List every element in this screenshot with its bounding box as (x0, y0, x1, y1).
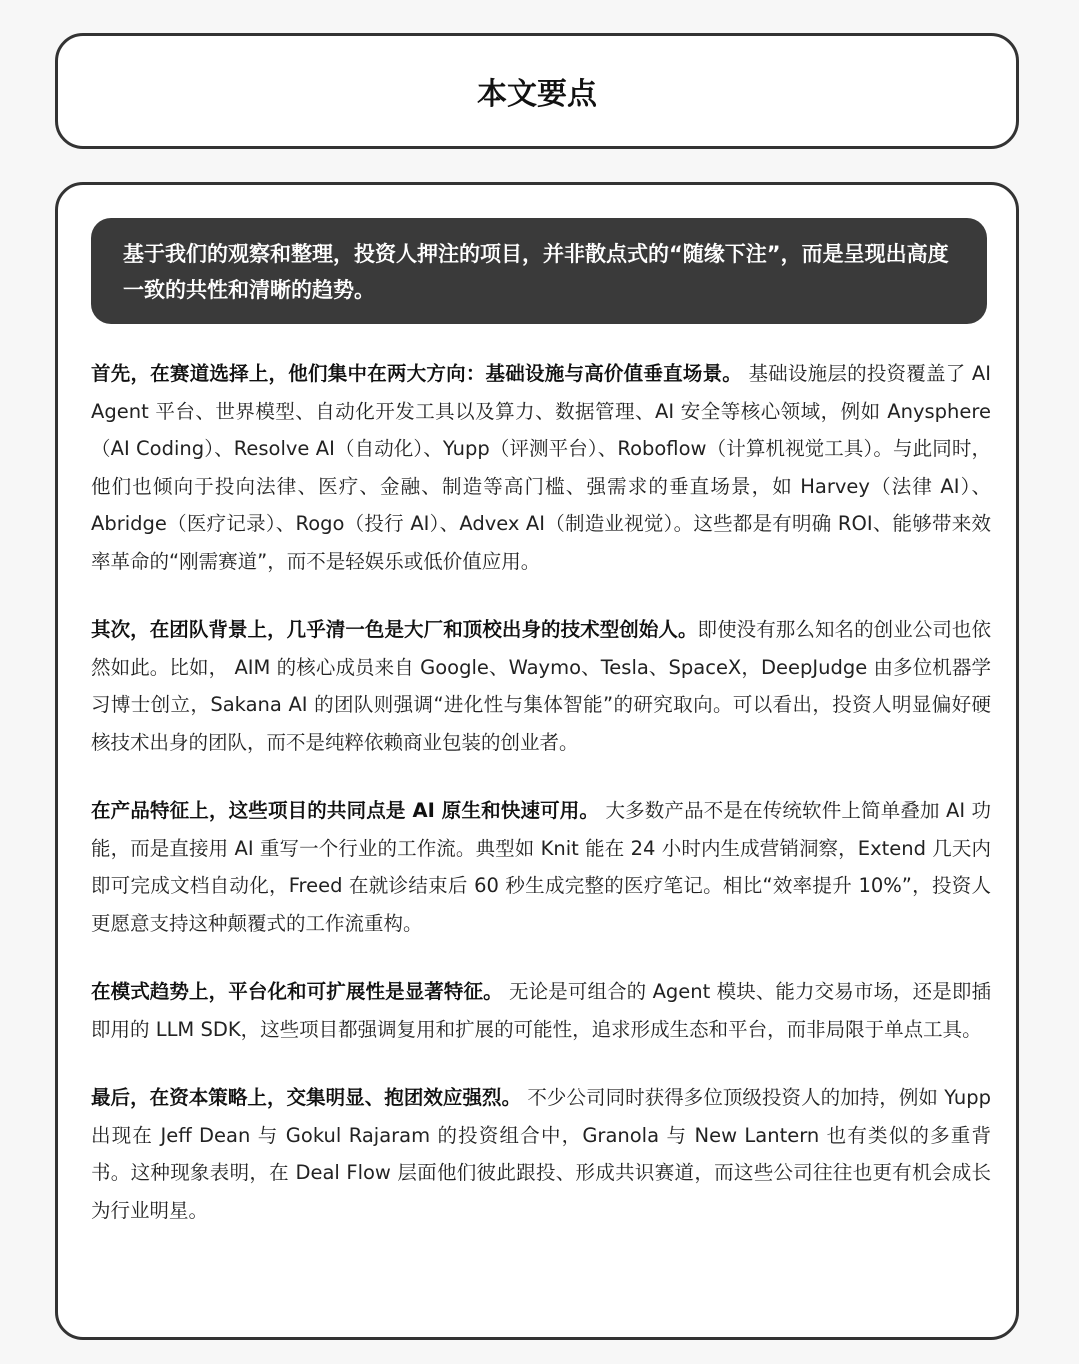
page-title: 本文要点 (477, 77, 597, 112)
paragraph-lead: 其次，在团队背景上，几乎清一色是大厂和顶校出身的技术型创始人。 (91, 618, 698, 641)
paragraph-lead: 最后，在资本策略上，交集明显、抱团效应强烈。 (91, 1086, 522, 1109)
paragraph-text: 即使没有那么知名的创业公司也依然如此。比如， AIM 的核心成员来自 Google、Waymo、Tesla、SpaceX，DeepJudge 由多位机器学习博士创立，Sakana AI 的团队则强调“进化性与集体智能”的研究取向。可以看出，投资人明显偏好硬核技术出身的团队，而不是纯粹依赖商业包装的创业者。 (91, 618, 991, 754)
title-card (55, 33, 1019, 149)
paragraph-track-selection (91, 355, 991, 580)
summary-callout: 基于我们的观察和整理，投资人押注的项目，并非散点式的“随缘下注”，而是呈现出高度一致的共性和清晰的趋势。 (91, 218, 987, 324)
paragraph-capital-strategy (91, 1079, 991, 1229)
paragraph-text: 大多数产品不是在传统软件上简单叠加 AI 功能，而是直接用 AI 重写一个行业的工作流。典型如 Knit 能在 24 小时内生成营销洞察，Extend 几天内即可完成文档自动化，Freed 在就诊结束后 60 秒生成完整的医疗笔记。相比“效率提升 10%”，投资人更愿意支持这种颠覆式的工作流重构。 (91, 799, 991, 935)
paragraph-lead: 在模式趋势上，平台化和可扩展性是显著特征。 (91, 980, 503, 1003)
paragraph-lead: 首先，在赛道选择上，他们集中在两大方向：基础设施与高价值垂直场景。 (91, 362, 743, 385)
paragraph-text: 无论是可组合的 Agent 模块、能力交易市场，还是即插即用的 LLM SDK，这些项目都强调复用和扩展的可能性，追求形成生态和平台，而非局限于单点工具。 (91, 980, 991, 1041)
article-body (91, 355, 991, 1260)
paragraph-lead: 在产品特征上，这些项目的共同点是 AI 原生和快速可用。 (91, 799, 600, 822)
paragraph-text: 基础设施层的投资覆盖了 AI Agent 平台、世界模型、自动化开发工具以及算力、数据管理、AI 安全等核心领域，例如 Anysphere（AI Coding）、Resolve AI（自动化）、Yupp（评测平台）、Roboflow（计算机视觉工具）。与此同时，他们也倾向于投向法律、医疗、金融、制造等高门槛、强需求的垂直场景，如 Harvey（法律 AI）、Abridge（医疗记录）、Rogo（投行 AI）、Advex AI（制造业视觉）。这些都是有明确 ROI、能够带来效率革命的“刚需赛道”，而不是轻娱乐或低价值应用。 (91, 362, 991, 573)
paragraph-team-background (91, 611, 991, 761)
paragraph-text: 不少公司同时获得多位顶级投资人的加持，例如 Yupp 出现在 Jeff Dean 与 Gokul Rajaram 的投资组合中，Granola 与 New Lantern 也有类似的多重背书。这种现象表明，在 Deal Flow 层面他们彼此跟投、形成共识赛道，而这些公司往往也更有机会成长为行业明星。 (91, 1086, 991, 1222)
paragraph-product-features (91, 792, 991, 942)
content-card (55, 182, 1019, 1340)
paragraph-model-trends (91, 973, 991, 1048)
